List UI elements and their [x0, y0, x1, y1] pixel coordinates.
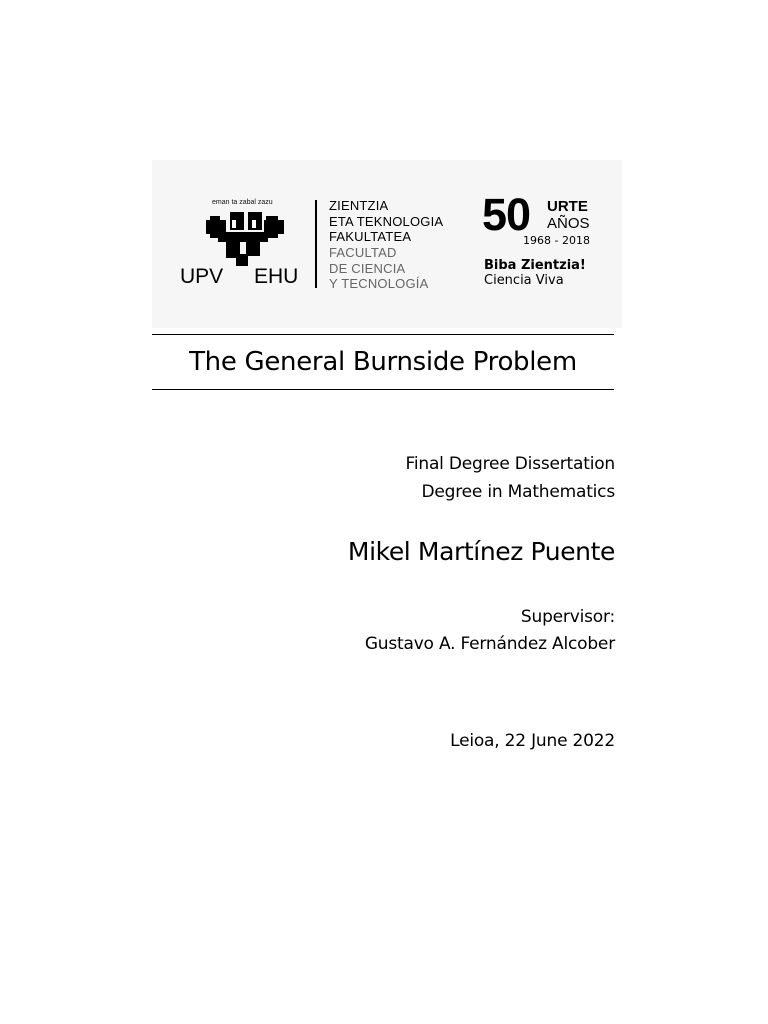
anniversary-years: 1968 - 2018: [523, 234, 590, 247]
anniversary-number: 50: [482, 189, 531, 240]
faculty-spanish-line: Y TECNOLOGÍA: [329, 276, 429, 291]
upv-ehu-tree-logo-icon: [204, 210, 284, 268]
anniversary-urte: URTE: [547, 198, 588, 215]
author-name: Mikel Martínez Puente: [347, 537, 615, 566]
faculty-basque-line: FAKULTATEA: [329, 229, 412, 244]
university-name-ehu: EHU: [254, 265, 299, 288]
supervisor-name: Gustavo A. Fernández Alcober: [364, 634, 615, 654]
place-and-date: Leioa, 22 June 2022: [450, 731, 615, 751]
university-motto: eman ta zabal zazu: [212, 199, 273, 206]
faculty-basque-line: ZIENTZIA: [329, 198, 389, 213]
university-name-upv: UPV: [180, 265, 224, 288]
faculty-spanish-line: DE CIENCIA: [329, 260, 406, 276]
title-rule-bottom: [152, 389, 614, 390]
anniversary-slogan-spanish: Ciencia Viva: [484, 273, 564, 288]
supervisor-label: Supervisor:: [520, 607, 615, 627]
anniversary-anos: AÑOS: [547, 215, 590, 232]
document-title: The General Burnside Problem: [189, 347, 577, 377]
anniversary-slogan-basque: Biba Zientzia!: [484, 258, 586, 273]
faculty-name-spanish: [329, 245, 428, 292]
logo-divider: [315, 200, 317, 288]
faculty-name-basque: [329, 198, 443, 245]
faculty-basque-line: ETA TEKNOLOGIA: [329, 213, 444, 229]
dissertation-type: Final Degree Dissertation: [405, 454, 615, 474]
degree-name: Degree in Mathematics: [421, 482, 615, 502]
faculty-spanish-line: FACULTAD: [329, 245, 397, 260]
title-rule-top: [152, 334, 614, 335]
